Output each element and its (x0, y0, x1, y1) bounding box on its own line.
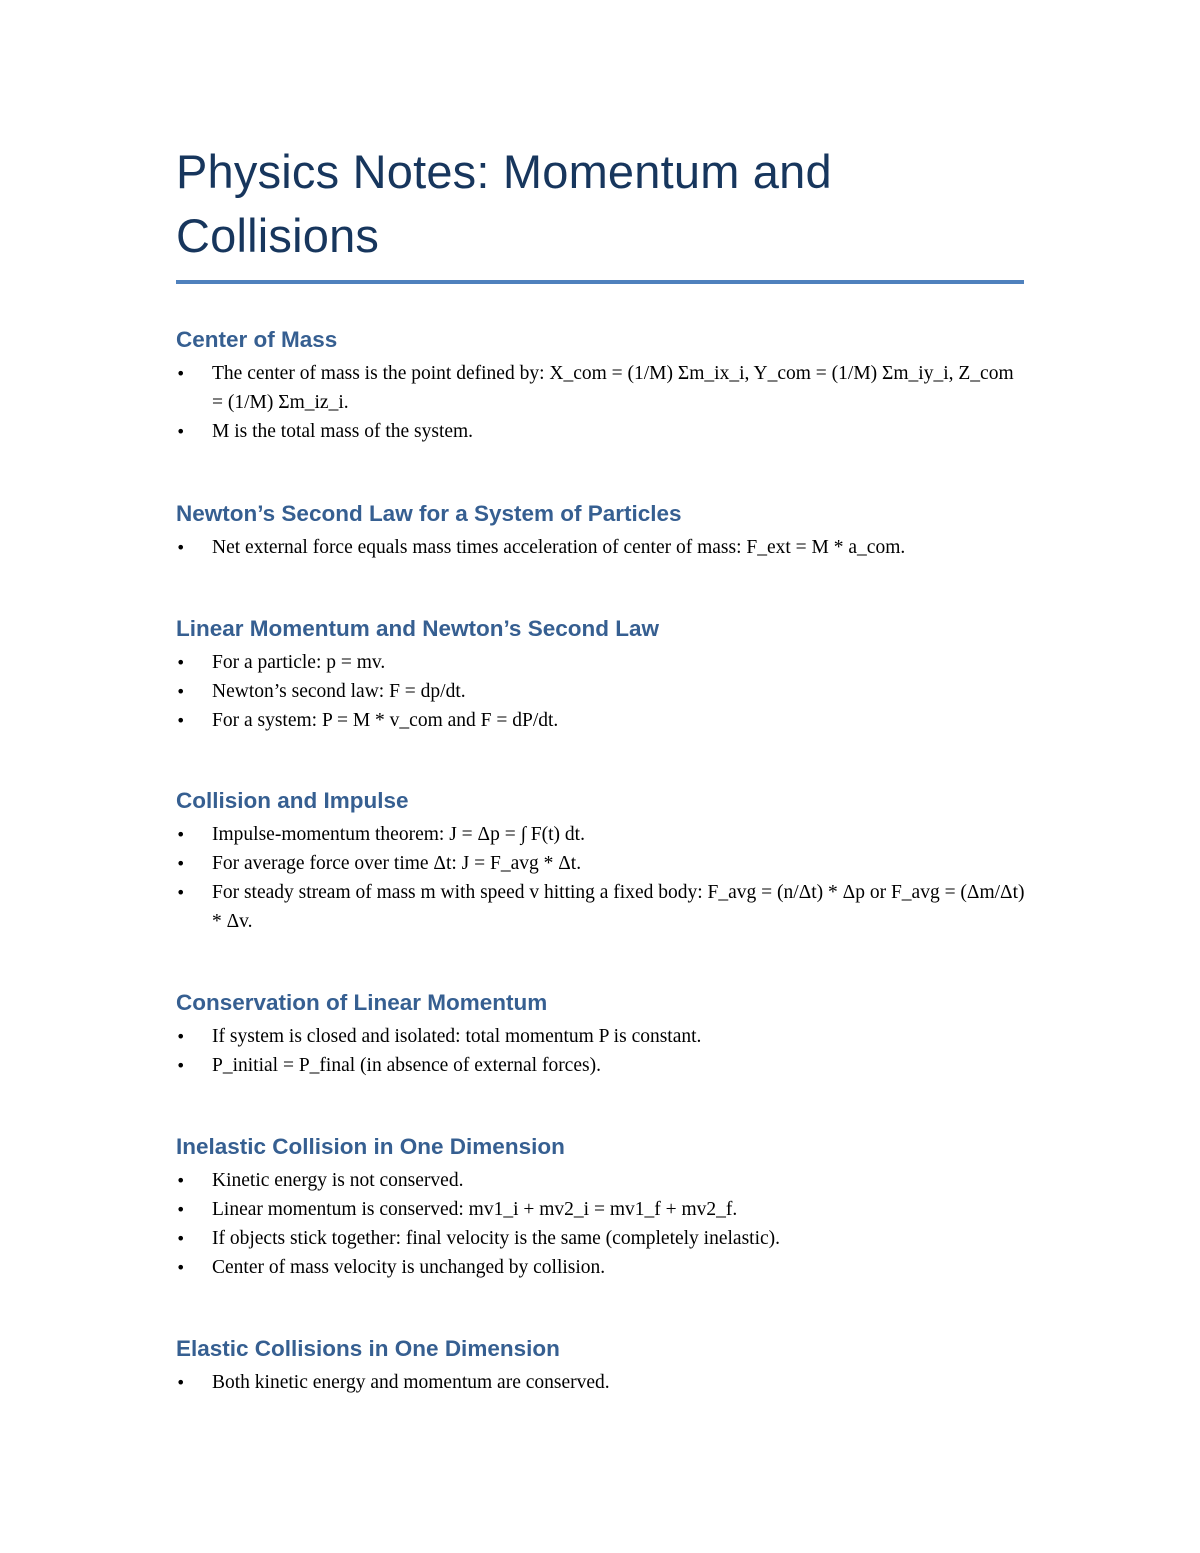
section (176, 786, 1026, 936)
section-heading: Linear Momentum and Newton’s Second Law (176, 616, 659, 641)
document-page (176, 140, 1026, 1397)
bullet-list (176, 1022, 1026, 1080)
section (176, 614, 1026, 735)
list-item (176, 1253, 1026, 1282)
bullet-list (176, 1166, 1026, 1282)
title-underline-rule (176, 280, 1024, 284)
bullet-list (176, 533, 1026, 562)
section-heading: Newton’s Second Law for a System of Particles (176, 501, 682, 526)
section-heading: Inelastic Collision in One Dimension (176, 1134, 565, 1159)
list-item-text: For steady stream of mass m with speed v hitting a fixed body: F_avg = (n/Δt) * Δp or F_avg = (Δm/Δt) * Δv. (212, 882, 1025, 932)
list-item-text: Kinetic energy is not conserved. (212, 1170, 464, 1191)
section-heading: Collision and Impulse (176, 788, 409, 813)
bullet-icon: • (176, 1258, 186, 1277)
list-item-text: Both kinetic energy and momentum are conserved. (212, 1372, 610, 1393)
list-item-text: If objects stick together: final velocity is the same (completely inelastic). (212, 1228, 781, 1249)
section (176, 988, 1026, 1080)
list-item (176, 417, 1026, 446)
list-item-text: Net external force equals mass times acceleration of center of mass: F_ext = M * a_com. (212, 537, 906, 558)
bullet-icon: • (176, 1027, 186, 1046)
bullet-list (176, 648, 1026, 735)
bullet-icon: • (176, 854, 186, 873)
list-item-text: The center of mass is the point defined by: X_com = (1/M) Σm_ix_i, Y_com = (1/M) Σm_iy_i, Z_com = (1/M) Σm_iz_i. (212, 363, 1014, 413)
section (176, 1334, 1026, 1397)
bullet-icon: • (176, 1171, 186, 1190)
bullet-list (176, 359, 1026, 446)
list-item-text: For a particle: p = mv. (212, 652, 386, 673)
list-item-text: Center of mass velocity is unchanged by collision. (212, 1257, 606, 1278)
bullet-icon: • (176, 682, 186, 701)
title-line-2: Collisions (176, 209, 380, 262)
page-title (176, 140, 1026, 268)
bullet-icon: • (176, 653, 186, 672)
list-item-text: P_initial = P_final (in absence of external forces). (212, 1055, 601, 1076)
section (176, 499, 1026, 562)
list-item (176, 849, 1026, 878)
bullet-icon: • (176, 1056, 186, 1075)
bullet-list (176, 1368, 1026, 1397)
list-item (176, 1166, 1026, 1195)
list-item (176, 1224, 1026, 1253)
list-item-text: Impulse-momentum theorem: J = Δp = ∫ F(t) dt. (212, 824, 585, 845)
bullet-icon: • (176, 364, 186, 383)
list-item (176, 1368, 1026, 1397)
list-item (176, 820, 1026, 849)
list-item (176, 359, 1026, 417)
list-item-text: If system is closed and isolated: total momentum P is constant. (212, 1026, 702, 1047)
sections-container (176, 325, 1026, 1397)
bullet-icon: • (176, 538, 186, 557)
list-item (176, 677, 1026, 706)
section (176, 1132, 1026, 1282)
bullet-icon: • (176, 1229, 186, 1248)
bullet-icon: • (176, 422, 186, 441)
bullet-list (176, 820, 1026, 936)
list-item-text: Newton’s second law: F = dp/dt. (212, 681, 466, 702)
bullet-icon: • (176, 1200, 186, 1219)
bullet-icon: • (176, 825, 186, 844)
list-item-text: For average force over time Δt: J = F_avg * Δt. (212, 853, 582, 874)
list-item (176, 1022, 1026, 1051)
list-item (176, 706, 1026, 735)
list-item (176, 1051, 1026, 1080)
list-item-text: For a system: P = M * v_com and F = dP/dt. (212, 710, 559, 731)
list-item-text: Linear momentum is conserved: mv1_i + mv2_i = mv1_f + mv2_f. (212, 1199, 738, 1220)
bullet-icon: • (176, 1373, 186, 1392)
list-item (176, 533, 1026, 562)
section-heading: Conservation of Linear Momentum (176, 990, 548, 1015)
bullet-icon: • (176, 711, 186, 730)
title-line-1: Physics Notes: Momentum and (176, 145, 832, 198)
section-heading: Elastic Collisions in One Dimension (176, 1336, 560, 1361)
section (176, 325, 1026, 446)
list-item (176, 1195, 1026, 1224)
list-item (176, 878, 1026, 936)
list-item (176, 648, 1026, 677)
section-heading: Center of Mass (176, 327, 338, 352)
list-item-text: M is the total mass of the system. (212, 421, 474, 442)
bullet-icon: • (176, 883, 186, 902)
